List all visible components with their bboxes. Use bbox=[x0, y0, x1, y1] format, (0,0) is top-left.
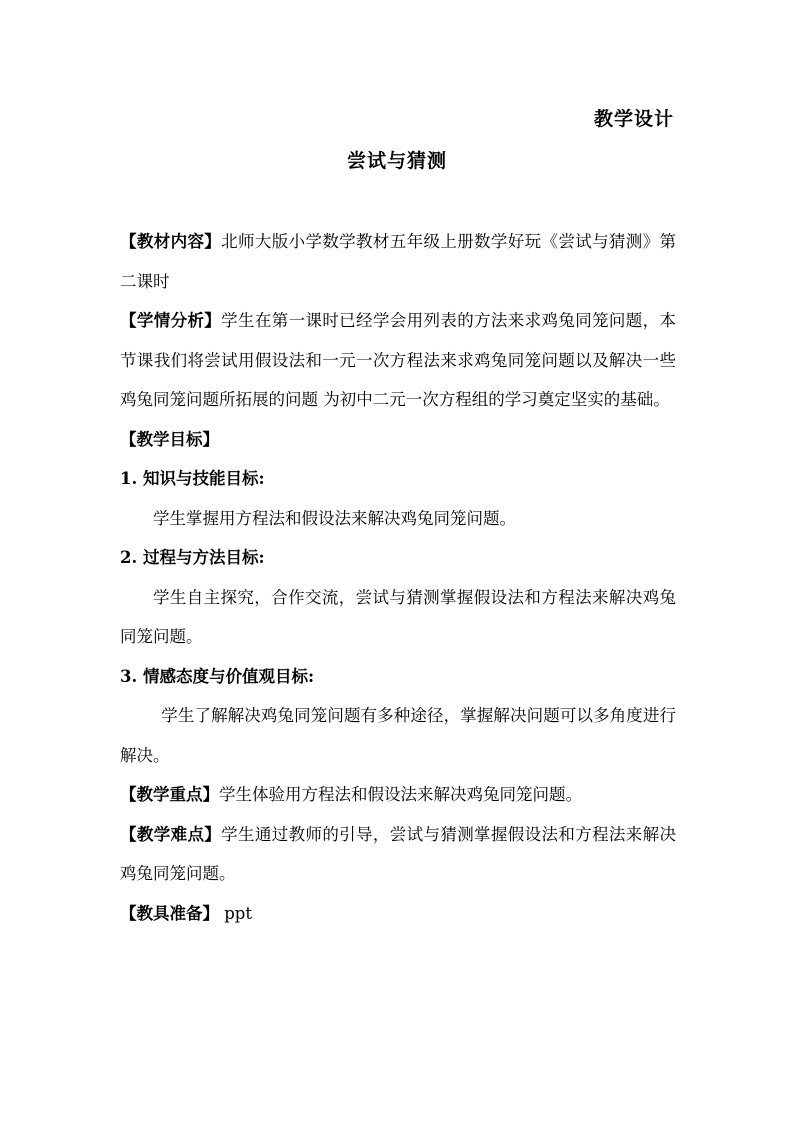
objective-2-heading: 2. 过程与方法目标: bbox=[120, 548, 265, 567]
material-text: 北师大版小学数学教材五年级上册数学好玩《尝试与猜测》第二课时 bbox=[120, 232, 676, 291]
document-title: 尝试与猜测 bbox=[346, 150, 447, 172]
document-type: 教学设计 bbox=[593, 108, 674, 130]
tools-text: ppt bbox=[219, 903, 252, 923]
key-points-text: 学生体验用方程法和假设法来解决鸡兔同笼问题。 bbox=[219, 785, 582, 804]
analysis-label: 【学情分析】 bbox=[120, 311, 222, 330]
analysis-text: 学生在第一课时已经学会用列表的方法来求鸡兔同笼问题，本节课我们将尝试用假设法和一元一次方程法来求鸡兔同笼问题以及解决一些鸡兔同笼问题所拓展的问题 为初中二元一次方程组的学习奠定坚实的基础。 bbox=[120, 311, 676, 409]
document-body bbox=[120, 222, 676, 933]
key-points-label: 【教学重点】 bbox=[120, 785, 219, 804]
objective-1-heading: 1. 知识与技能目标: bbox=[120, 469, 265, 488]
difficulties-text: 学生通过教师的引导，尝试与猜测掌握假设法和方程法来解决鸡兔同笼问题。 bbox=[120, 824, 676, 883]
objective-3-text: 学生了解解决鸡兔同笼问题有多种途径，掌握解决问题可以多角度进行解决。 bbox=[120, 706, 676, 765]
objective-1-text: 学生掌握用方程法和假设法来解决鸡兔同笼问题。 bbox=[153, 508, 516, 528]
tools-paragraph bbox=[120, 894, 676, 934]
objective-2-text: 学生自主探究，合作交流，尝试与猜测掌握假设法和方程法来解决鸡兔同笼问题。 bbox=[120, 587, 676, 646]
difficulties-label: 【教学难点】 bbox=[120, 824, 222, 844]
material-label: 【教材内容】 bbox=[120, 232, 222, 251]
tools-label: 【教具准备】 bbox=[120, 903, 219, 923]
material-paragraph bbox=[120, 222, 676, 301]
key-points-paragraph bbox=[120, 775, 676, 815]
objectives-label: 【教学目标】 bbox=[120, 429, 219, 449]
objective-3-heading: 3. 情感态度与价值观目标: bbox=[120, 666, 315, 686]
analysis-paragraph bbox=[120, 301, 676, 420]
difficulties-paragraph bbox=[120, 815, 676, 894]
